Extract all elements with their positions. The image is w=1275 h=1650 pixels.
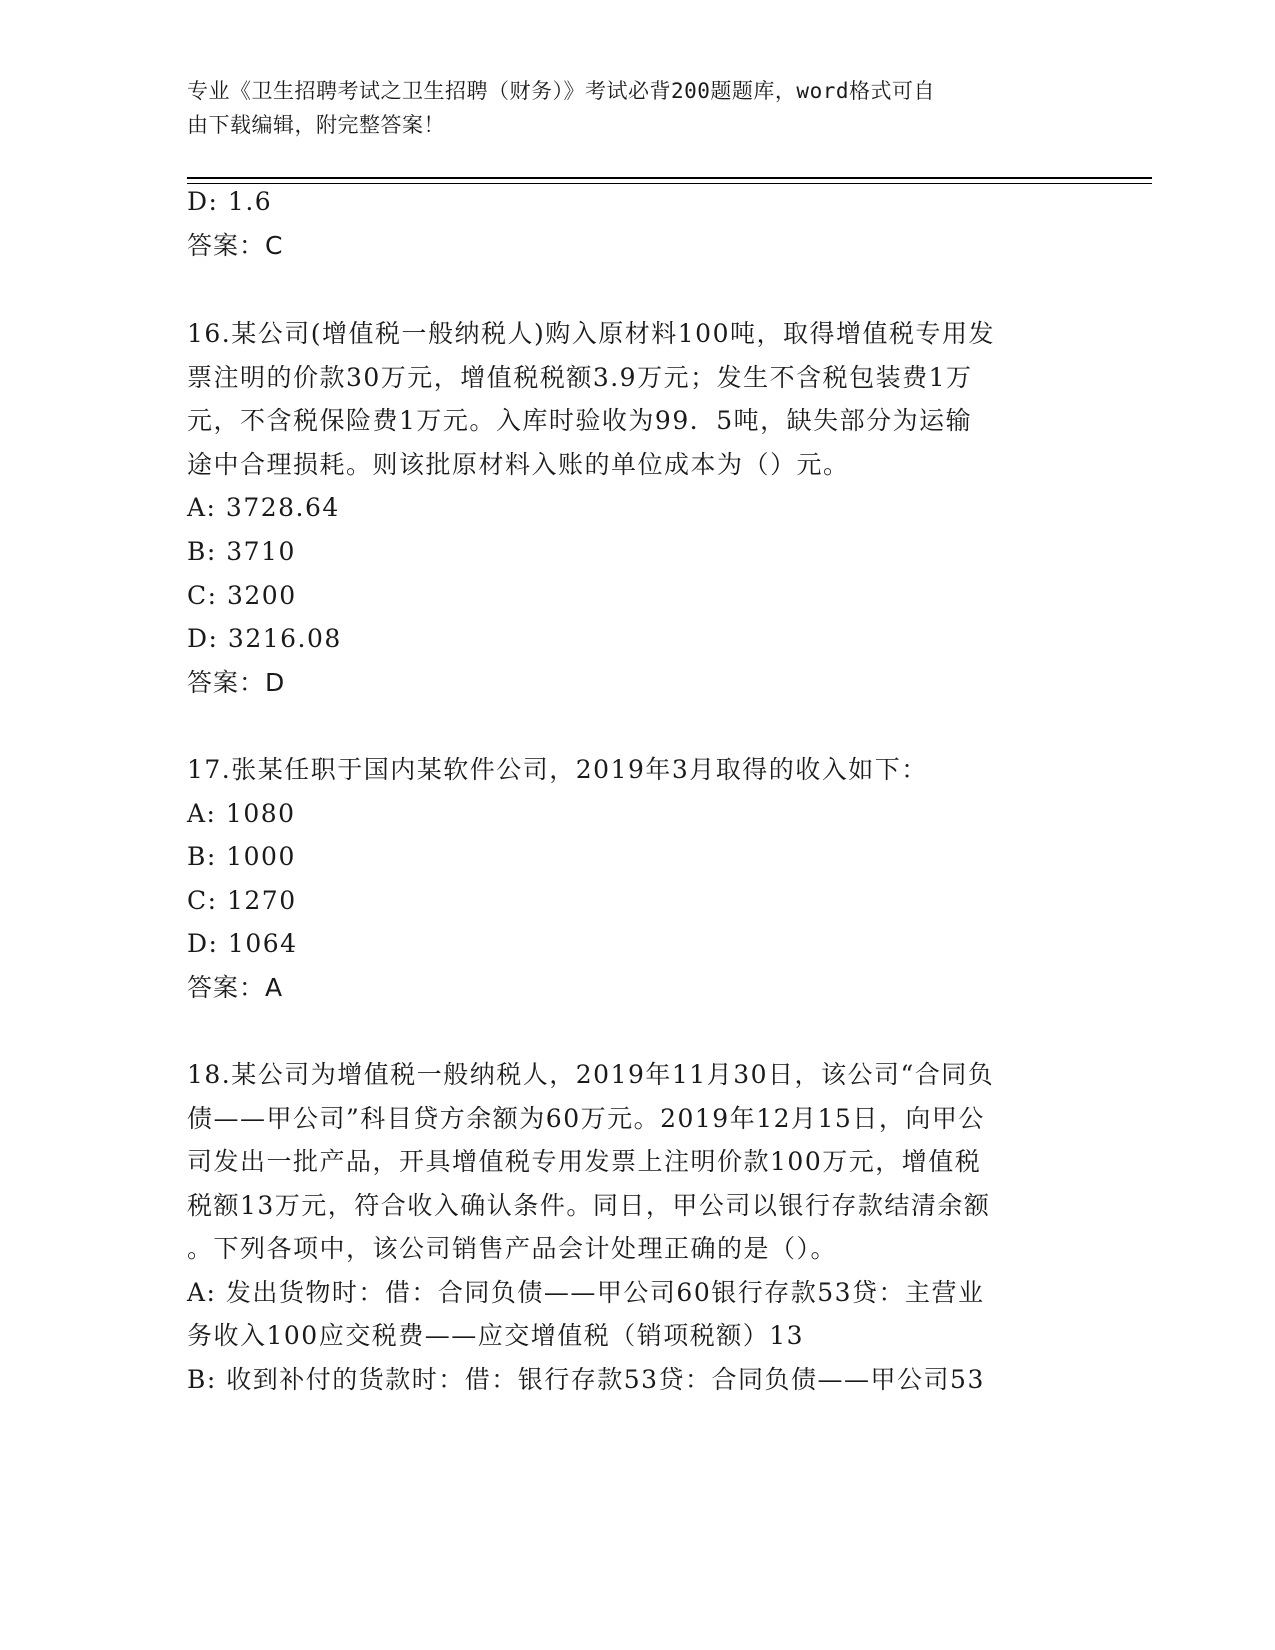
q17-option-c: C: 1270 <box>187 886 297 915</box>
q17-option-b: B: 1000 <box>187 842 296 871</box>
q17-option-d: D: 1064 <box>187 929 298 958</box>
q16-text-line1: 16.某公司(增值税一般纳税人)购入原材料100吨，取得增值税专用发 <box>187 319 995 348</box>
q17-option-a: A: 1080 <box>187 799 296 828</box>
q18-text-line2: 债——甲公司”科目贷方余额为60万元。2019年12月15日，向甲公 <box>187 1104 985 1133</box>
q15-answer: 答案：C <box>187 231 284 260</box>
header-title-line2: 由下载编辑，附完整答案！ <box>187 113 445 137</box>
q18-option-a-line2: 务收入100应交税费——应交增值税（销项税额）13 <box>187 1321 805 1350</box>
q16-text-line3: 元，不含税保险费1万元。入库时验收为99．5吨，缺失部分为运输 <box>187 406 973 435</box>
q16-answer: 答案：D <box>187 668 286 697</box>
q17-answer: 答案：A <box>187 973 284 1002</box>
q17-text-line1: 17.张某任职于国内某软件公司，2019年3月取得的收入如下： <box>187 755 928 784</box>
q18-option-a-line1: A: 发出货物时：借：合同负债——甲公司60银行存款53贷：主营业 <box>187 1278 985 1307</box>
q15-option-d: D: 1.6 <box>187 187 273 216</box>
header-divider-thin <box>187 183 1152 184</box>
q18-text-line1: 18.某公司为增值税一般纳税人，2019年11月30日，该公司“合同负 <box>187 1060 995 1089</box>
q16-option-a: A: 3728.64 <box>187 493 340 522</box>
q18-text-line5: 。下列各项中，该公司销售产品会计处理正确的是（）。 <box>187 1234 838 1263</box>
q16-option-c: C: 3200 <box>187 581 297 610</box>
q16-option-b: B: 3710 <box>187 537 296 566</box>
q16-text-line2: 票注明的价款30万元，增值税税额3.9万元；发生不含税包装费1万 <box>187 363 973 392</box>
q18-text-line3: 司发出一批产品，开具增值税专用发票上注明价款100万元，增值税 <box>187 1147 982 1176</box>
q18-text-line4: 税额13万元，符合收入确认条件。同日，甲公司以银行存款结清余额 <box>187 1191 991 1220</box>
document-header <box>187 74 1057 142</box>
header-title-line1: 专业《卫生招聘考试之卫生招聘（财务）》考试必背200题题库，word格式可自 <box>187 79 935 103</box>
q16-text-line4: 途中合理损耗。则该批原材料入账的单位成本为（）元。 <box>187 450 850 479</box>
header-divider-thick <box>187 177 1152 179</box>
q16-option-d: D: 3216.08 <box>187 624 342 653</box>
q18-option-b-line1: B: 收到补付的货款时：借：银行存款53贷：合同负债——甲公司53 <box>187 1365 985 1394</box>
